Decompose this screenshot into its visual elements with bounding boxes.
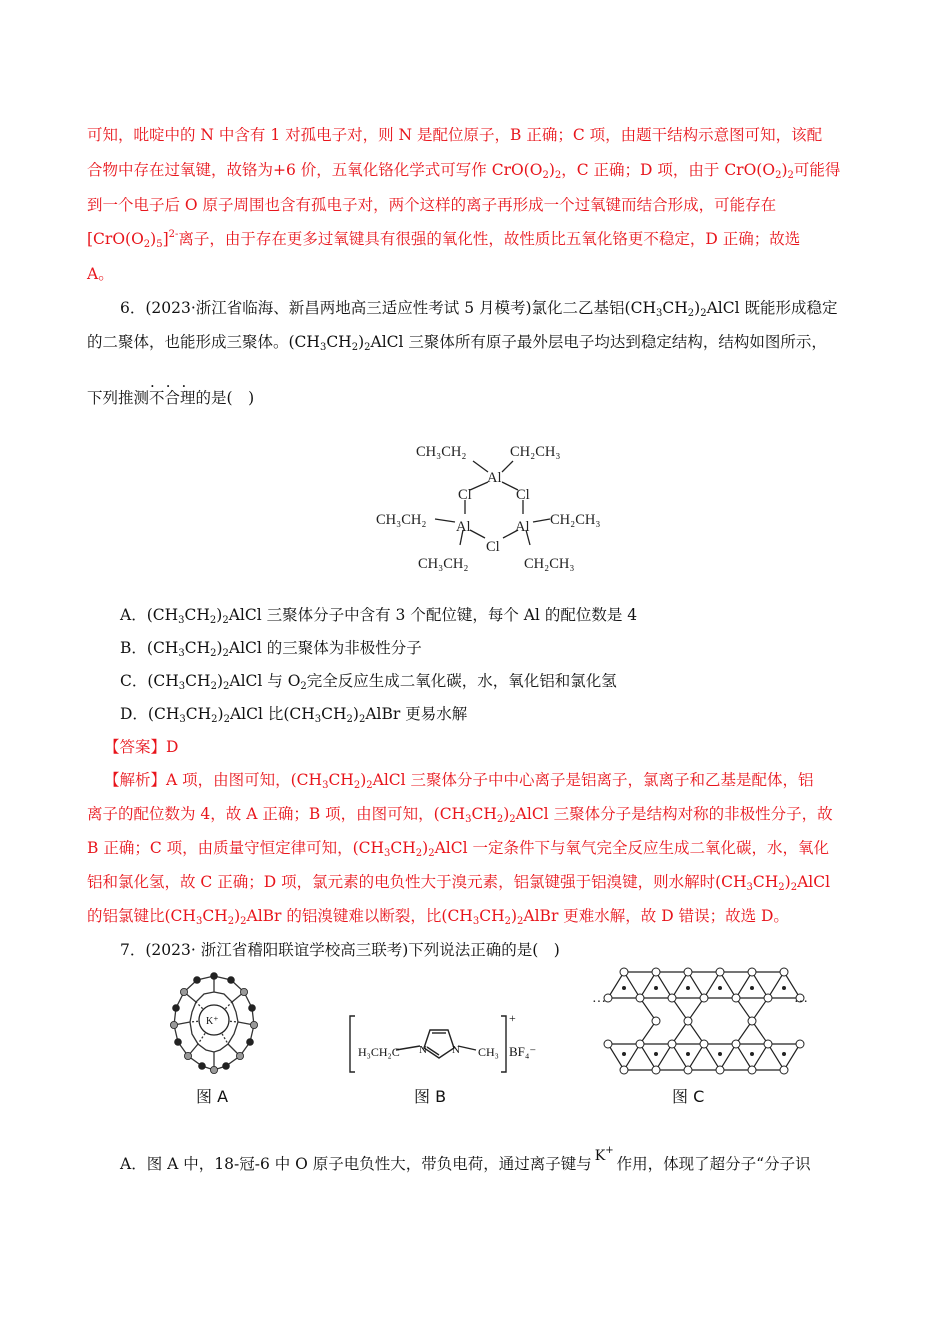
figure-c-label: 图 C <box>672 1087 705 1106</box>
k-plus-inline: K+ <box>594 1145 614 1164</box>
bf4-anion-label: BF₄⁻ <box>509 1044 537 1059</box>
cl-label-bottom: Cl <box>486 539 500 555</box>
al-label-right: Al <box>515 519 530 535</box>
ethyl-label-bottom-right: CH₂CH₃ <box>524 556 575 572</box>
figure-b-ionic-liquid <box>346 1010 561 1076</box>
question-6-stem-line-3: 下列推测· · · 不合理的是( ) <box>87 387 254 409</box>
option-6-b: B．$(CH_3CH_2)_2AlCl$ 的三聚体为非极性分子 <box>120 639 422 659</box>
cl-label-left: Cl <box>458 487 472 503</box>
nitrogen-left-label: N <box>419 1044 427 1056</box>
al-label-left: Al <box>456 519 471 535</box>
k-plus-ion-label: K⁺ <box>206 1016 219 1027</box>
al-label-top: Al <box>487 470 502 486</box>
cation-charge: + <box>509 1011 516 1025</box>
option-6-d: D．$(CH_3CH_2)_2AlCl$ 比$(CH_3CH_2)_2AlBr$ 更易水解 <box>120 705 468 725</box>
ellipsis-left: ··· <box>592 995 606 1010</box>
analysis-5-line-5: A。 <box>87 265 114 283</box>
emphasis-dots: · · · 不合理 <box>149 389 196 407</box>
figure-c-chain-structure <box>590 966 815 1078</box>
question-6-stem-line-2: 的二聚体，也能形成三聚体。$(CH_3CH_2)_2AlCl$ 三聚体所有原子最外层电子均达到稳定结构，结构如图所示， <box>87 333 827 353</box>
trimer-structure-diagram <box>370 432 620 582</box>
ethyl-label-middle-left: CH₃CH₂ <box>376 512 427 528</box>
analysis-5-line-3: 到一个电子后 O 原子周围也含有孤电子对，两个这样的离子再形成一个过氧键而结合形成，可能存在 <box>87 196 777 214</box>
analysis-5-line-1: 可知，吡啶中的 N 中含有 1 对孤电子对，则 N 是配位原子，B 正确；C 项，由题干结构示意图可知，该配 <box>87 126 823 144</box>
figure-a-crown-ether <box>162 970 266 1078</box>
ethyl-label-middle-right: CH₂CH₃ <box>550 512 601 528</box>
analysis-6-line-5: 的铝氯键比$(CH_3CH_2)_2AlBr$ 的铝溴键难以断裂，比$(CH_3CH_2)_2AlBr$ 更难水解，故 D 错误；故选 D。 <box>87 907 789 927</box>
cl-label-right: Cl <box>516 487 530 503</box>
ethyl-group-label: H₃CH₂C <box>358 1045 400 1059</box>
figure-b-label: 图 B <box>414 1087 447 1106</box>
analysis-5-line-2: 合物中存在过氧键，故铬为+6 价，五氧化铬化学式可写作 $CrO(O_2)_2$，C 正确；D 项，由于 $CrO(O_2)_2$可能得 <box>87 161 841 181</box>
analysis-6-line-1: 【解析】A 项，由图可知，$(CH_3CH_2)_2AlCl$ 三聚体分子中中心离子是铝离子，氯离子和乙基是配体，铝 <box>104 771 814 791</box>
analysis-6-line-3: B 正确；C 项，由质量守恒定律可知，$(CH_3CH_2)_2AlCl$ 一定条件下与氧气完全反应生成二氧化碳，水，氧化 <box>87 839 830 859</box>
option-6-c: C．$(CH_3CH_2)_2AlCl$ 与 $O_2$完全反应生成二氧化碳，水，氧化铝和氯化氢 <box>120 672 617 692</box>
nitrogen-right-label: N <box>452 1044 460 1056</box>
ellipsis-right: ··· <box>794 995 808 1010</box>
analysis-6-line-2: 离子的配位数为 4，故 A 正确；B 项，由图可知，$(CH_3CH_2)_2AlCl$ 三聚体分子是结构对称的非极性分子，故 <box>87 805 833 825</box>
option-6-a: A．$(CH_3CH_2)_2AlCl$ 三聚体分子中含有 3 个配位键，每个 Al 的配位数是 4 <box>120 606 638 626</box>
analysis-5-line-4: $[CrO(O_2)_5]^{2-}$离子，由于存在更多过氧键具有很强的氧化性，故性质比五氧化铬更不稳定，D 正确；故选 <box>87 229 801 250</box>
ethyl-label-top-left: CH₃CH₂ <box>416 444 467 460</box>
figure-a-label: 图 A <box>196 1087 229 1106</box>
ethyl-label-top-right: CH₂CH₃ <box>510 444 561 460</box>
option-7-a: A．图 A 中，18-冠-6 中 O 原子电负性大，带负电荷，通过离子键与 K+作用，体现了超分子“分子识 <box>120 1145 811 1173</box>
ethyl-label-bottom-left: CH₃CH₂ <box>418 556 469 572</box>
answer-6: 【答案】D <box>104 738 179 756</box>
question-7-stem: 7．(2023· 浙江省稽阳联谊学校高三联考)下列说法正确的是( ) <box>120 941 560 959</box>
analysis-6-line-4: 铝和氯化氢，故 C 正确；D 项，氯元素的电负性大于溴元素，铝氯键强于铝溴键，则水解时$(CH_3CH_2)_2AlCl$ <box>87 873 831 893</box>
question-6-stem-line-1: 6．(2023·浙江省临海、新昌两地高三适应性考试 5 月模考)氯化二乙基铝$(CH_3CH_2)_2AlCl$ 既能形成稳定 <box>120 299 838 319</box>
methyl-group-label: CH₃ <box>478 1045 499 1059</box>
